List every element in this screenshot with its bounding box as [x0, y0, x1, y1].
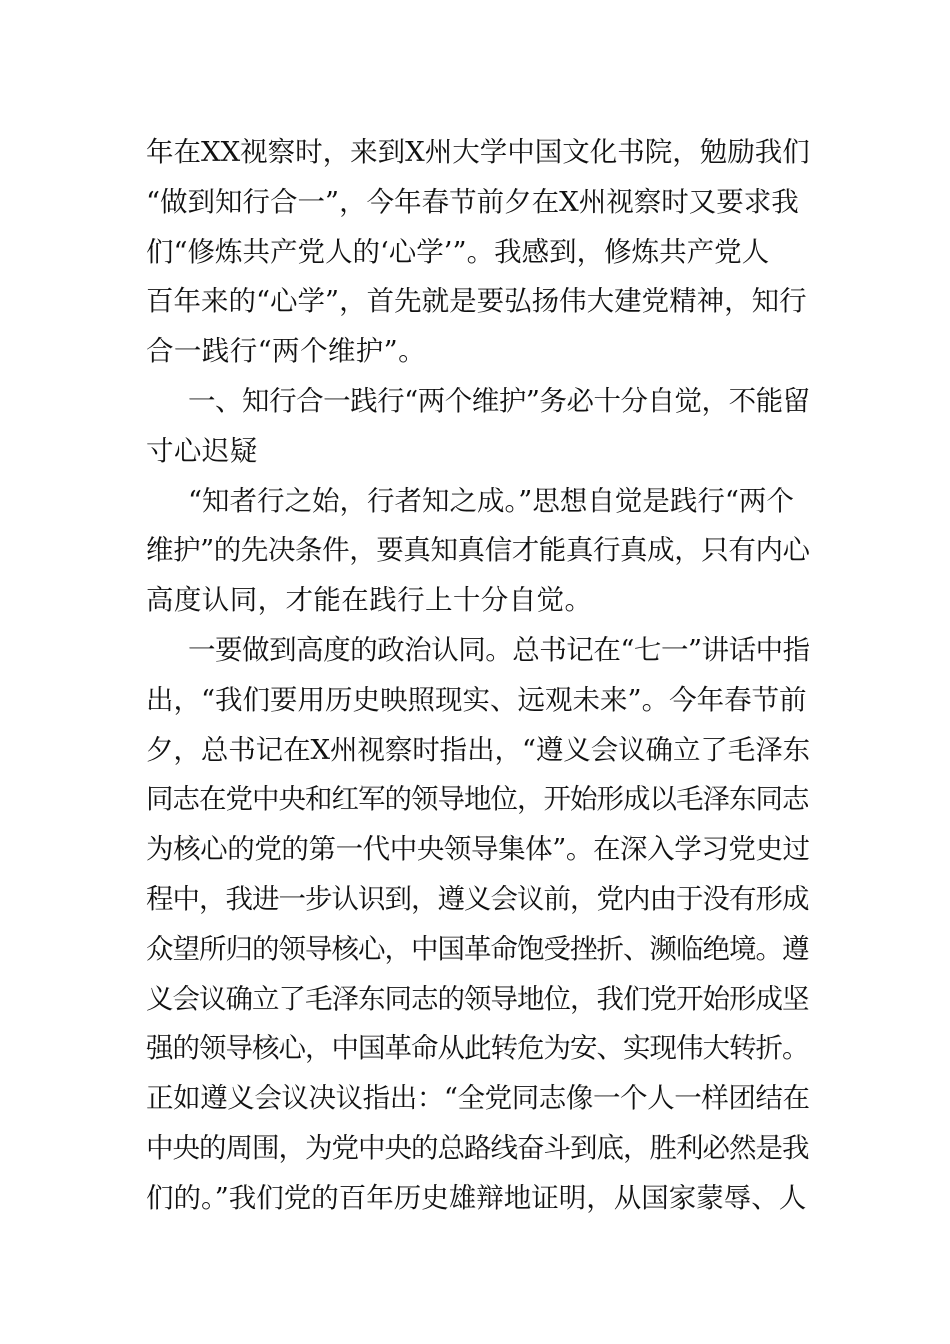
text-line: 义会议确立了毛泽东同志的领导地位，我们党开始形成坚 [146, 982, 809, 1015]
text-line: 年在XX视察时，来到X州大学中国文化书院，勉励我们 [146, 136, 810, 168]
text-line: 正如遵义会议决议指出：“全党同志像一个人一样团结在 [146, 1082, 810, 1115]
text-line: 程中，我进一步认识到，遵义会议前，党内由于没有形成 [146, 882, 809, 915]
text-line: 出，“我们要用历史映照现实、远观未来”。今年春节前 [146, 683, 807, 716]
text-line: “做到知行合一”，今年春节前夕在X州视察时又要求我 [146, 185, 799, 218]
text-line: 一要做到高度的政治认同。总书记在“七一”讲话中指 [188, 633, 810, 666]
text-line: 众望所归的领导核心，中国革命饱受挫折、濒临绝境。遵 [146, 932, 809, 965]
document-body [146, 128, 810, 1224]
text-line: 高度认同，才能在践行上十分自觉。 [146, 584, 593, 617]
text-line: 为核心的党的第一代中央领导集体”。在深入学习党史过 [146, 833, 810, 866]
text-line: 同志在党中央和红军的领导地位，开始形成以毛泽东同志 [146, 783, 809, 816]
text-line: 百年来的“心学”，首先就是要弘扬伟大建党精神，知行 [146, 285, 807, 318]
text-line: 维护”的先决条件，要真知真信才能真行真成，只有内心 [146, 534, 810, 567]
section-heading-line: 一、知行合一践行“两个维护”务必十分自觉，不能留 [188, 384, 810, 417]
text-line: 合一践行“两个维护”。 [146, 335, 427, 368]
text-line: 夕，总书记在X州视察时指出，“遵义会议确立了毛泽东 [146, 733, 811, 766]
text-line: 们“修炼共产党人的‘心学’”。我感到，修炼共产党人 [146, 235, 770, 268]
text-line: 中央的周围，为党中央的总路线奋斗到底，胜利必然是我 [146, 1131, 809, 1164]
text-line: “知者行之始，行者知之成。”思想自觉是践行“两个 [188, 484, 794, 517]
section-heading-line: 寸心迟疑 [146, 434, 258, 467]
text-line: 们的。”我们党的百年历史雄辩地证明，从国家蒙辱、人 [146, 1181, 807, 1214]
text-line: 强的领导核心，中国革命从此转危为安、实现伟大转折。 [146, 1032, 809, 1065]
